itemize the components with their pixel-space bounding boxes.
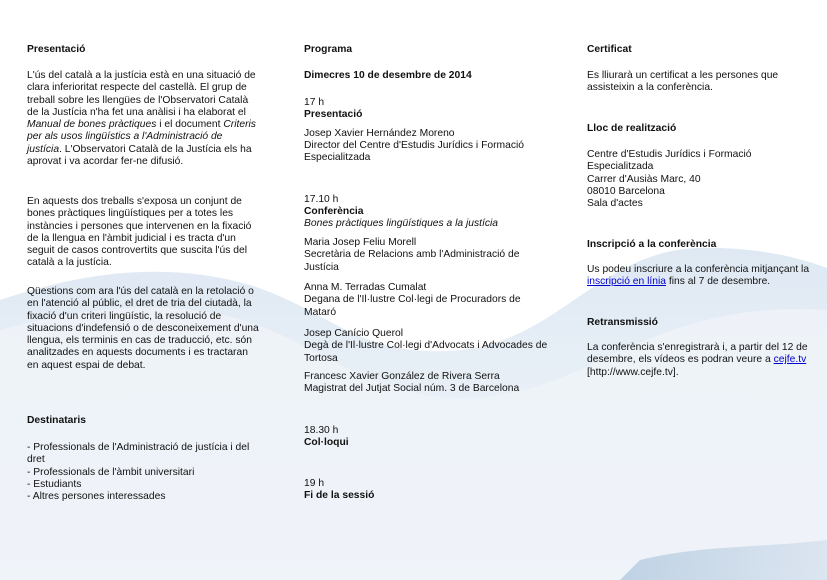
session-3-time: 18.30 h (304, 425, 339, 436)
cejfe-link[interactable]: cejfe.tv (773, 354, 807, 366)
speaker-name: Josep Canício Querol (304, 328, 404, 339)
speaker-block (304, 371, 549, 396)
p1-text-3: . L'Observatori Català de la Justícia els ha aprovat i va acordar fer-ne difusió. (27, 143, 252, 168)
p1-text-1: L'ús del català a la justícia està en una situació de clara inferioritat respecte del castellà. El grup de treball sobre les llengües de l'Observatori Català de la Justícia n'ha fet una anàlisi i ha elaborat el (27, 70, 256, 118)
session-1-role: Director del Centre d'Estudis Jurídics i Formació Especialitzada (304, 140, 524, 164)
retransmissio-heading: Retransmissió (587, 317, 658, 328)
speaker-role: Secretària de Relacions amb l'Administració de Justícia (304, 249, 520, 273)
inscripcio-heading: Inscripció a la conferència (587, 239, 717, 250)
retransmissio-text (587, 342, 812, 379)
speaker-block (304, 282, 549, 319)
inscripcio-text-2: fins al 7 de desembre. (665, 276, 771, 288)
speaker-role: Degà de l'Il·lustre Col·legi d'Advocats i Advocades de Tortosa (304, 340, 548, 364)
retransmissio-text-2: [http://www.cejfe.tv]. (587, 366, 679, 378)
p1-italic-manual: Manual de bones pràctiques (27, 119, 157, 131)
inscripcio-text (587, 264, 812, 289)
presentacio-paragraph-2: En aquests dos treballs s'exposa un conjunt de bones pràctiques lingüístiques per a totes les instàncies i persones que intervenen en la fixació de la llengua en l'àmbit judicial i es tracta d'un seguit de casos controvertits que suscita l'ús del català a la justícia. (27, 196, 252, 269)
inscripcio-text-1: Us podeu inscriure a la conferència mitjançant la (587, 264, 810, 275)
speaker-role: Degana de l'Il·lustre Col·legi de Procuradors de Mataró (304, 294, 521, 318)
list-item: - Estudiants (27, 478, 82, 490)
session-2-title: Conferència (304, 206, 364, 217)
retransmissio-text-1: La conferència s'enregistrarà i, a partir del 12 de desembre, els vídeos es podran veure a (587, 342, 808, 366)
inscripcio-link[interactable]: inscripció en línia (587, 276, 666, 288)
presentacio-heading: Presentació (27, 44, 86, 55)
session-4-time: 19 h (304, 478, 325, 489)
destinataris-heading: Destinataris (27, 415, 86, 426)
address-line: 08010 Barcelona (587, 185, 665, 197)
speaker-name: Anna M. Terradas Cumalat (304, 282, 427, 293)
session-1-title: Presentació (304, 109, 363, 120)
session-4-title: Fi de la sessió (304, 490, 375, 501)
programa-date: Dimecres 10 de desembre de 2014 (304, 70, 472, 81)
presentacio-paragraph-3: Qüestions com ara l'ús del català en la retolació o en l'atenció al públic, el dret de tria del ciutadà, la fixació d'un criteri lingüístic, la resolució de situacions d'indefensió o de desconeixement d'una llengua, els terminis en cas de traducció, etc. són analitzades en aquests documents i es tractaran en aquest espai de debat. (27, 286, 259, 371)
session-2-time: 17.10 h (304, 194, 339, 205)
address-line: Sala d'actes (587, 198, 643, 210)
lloc-heading: Lloc de realització (587, 123, 677, 134)
speaker-block (304, 328, 549, 365)
speaker-role: Magistrat del Jutjat Social núm. 3 de Barcelona (304, 383, 520, 395)
session-1-speaker: Josep Xavier Hernández Moreno (304, 128, 455, 139)
speaker-block (304, 237, 549, 274)
address-line: Carrer d'Ausiàs Marc, 40 (587, 173, 701, 185)
lloc-address (587, 149, 812, 210)
session-3-title: Col·loqui (304, 437, 349, 448)
certificat-text: Es lliurarà un certificat a les persones que assisteixin a la conferència. (587, 70, 779, 94)
list-item: - Altres persones interessades (27, 491, 166, 503)
p1-italic-criteris: Criteris per als usos lingüístics a l'Administració de justícia (27, 119, 256, 155)
session-2-subtitle: Bones pràctiques lingüístiques a la justícia (304, 218, 499, 229)
list-item: - Professionals de l'Administració de justícia i del dret (27, 442, 250, 466)
presentacio-paragraph-1 (27, 70, 259, 168)
session-1-time: 17 h (304, 97, 325, 108)
certificat-heading: Certificat (587, 44, 632, 55)
destinataris-list (27, 442, 259, 503)
programa-heading: Programa (304, 44, 353, 55)
p1-text-2: i el document (156, 119, 224, 131)
list-item: - Professionals de l'àmbit universitari (27, 466, 195, 478)
address-line: Centre d'Estudis Jurídics i Formació Especialitzada (587, 149, 752, 173)
speaker-name: Maria Josep Feliu Morell (304, 237, 417, 248)
speaker-name: Francesc Xavier González de Rivera Serra (304, 371, 500, 382)
